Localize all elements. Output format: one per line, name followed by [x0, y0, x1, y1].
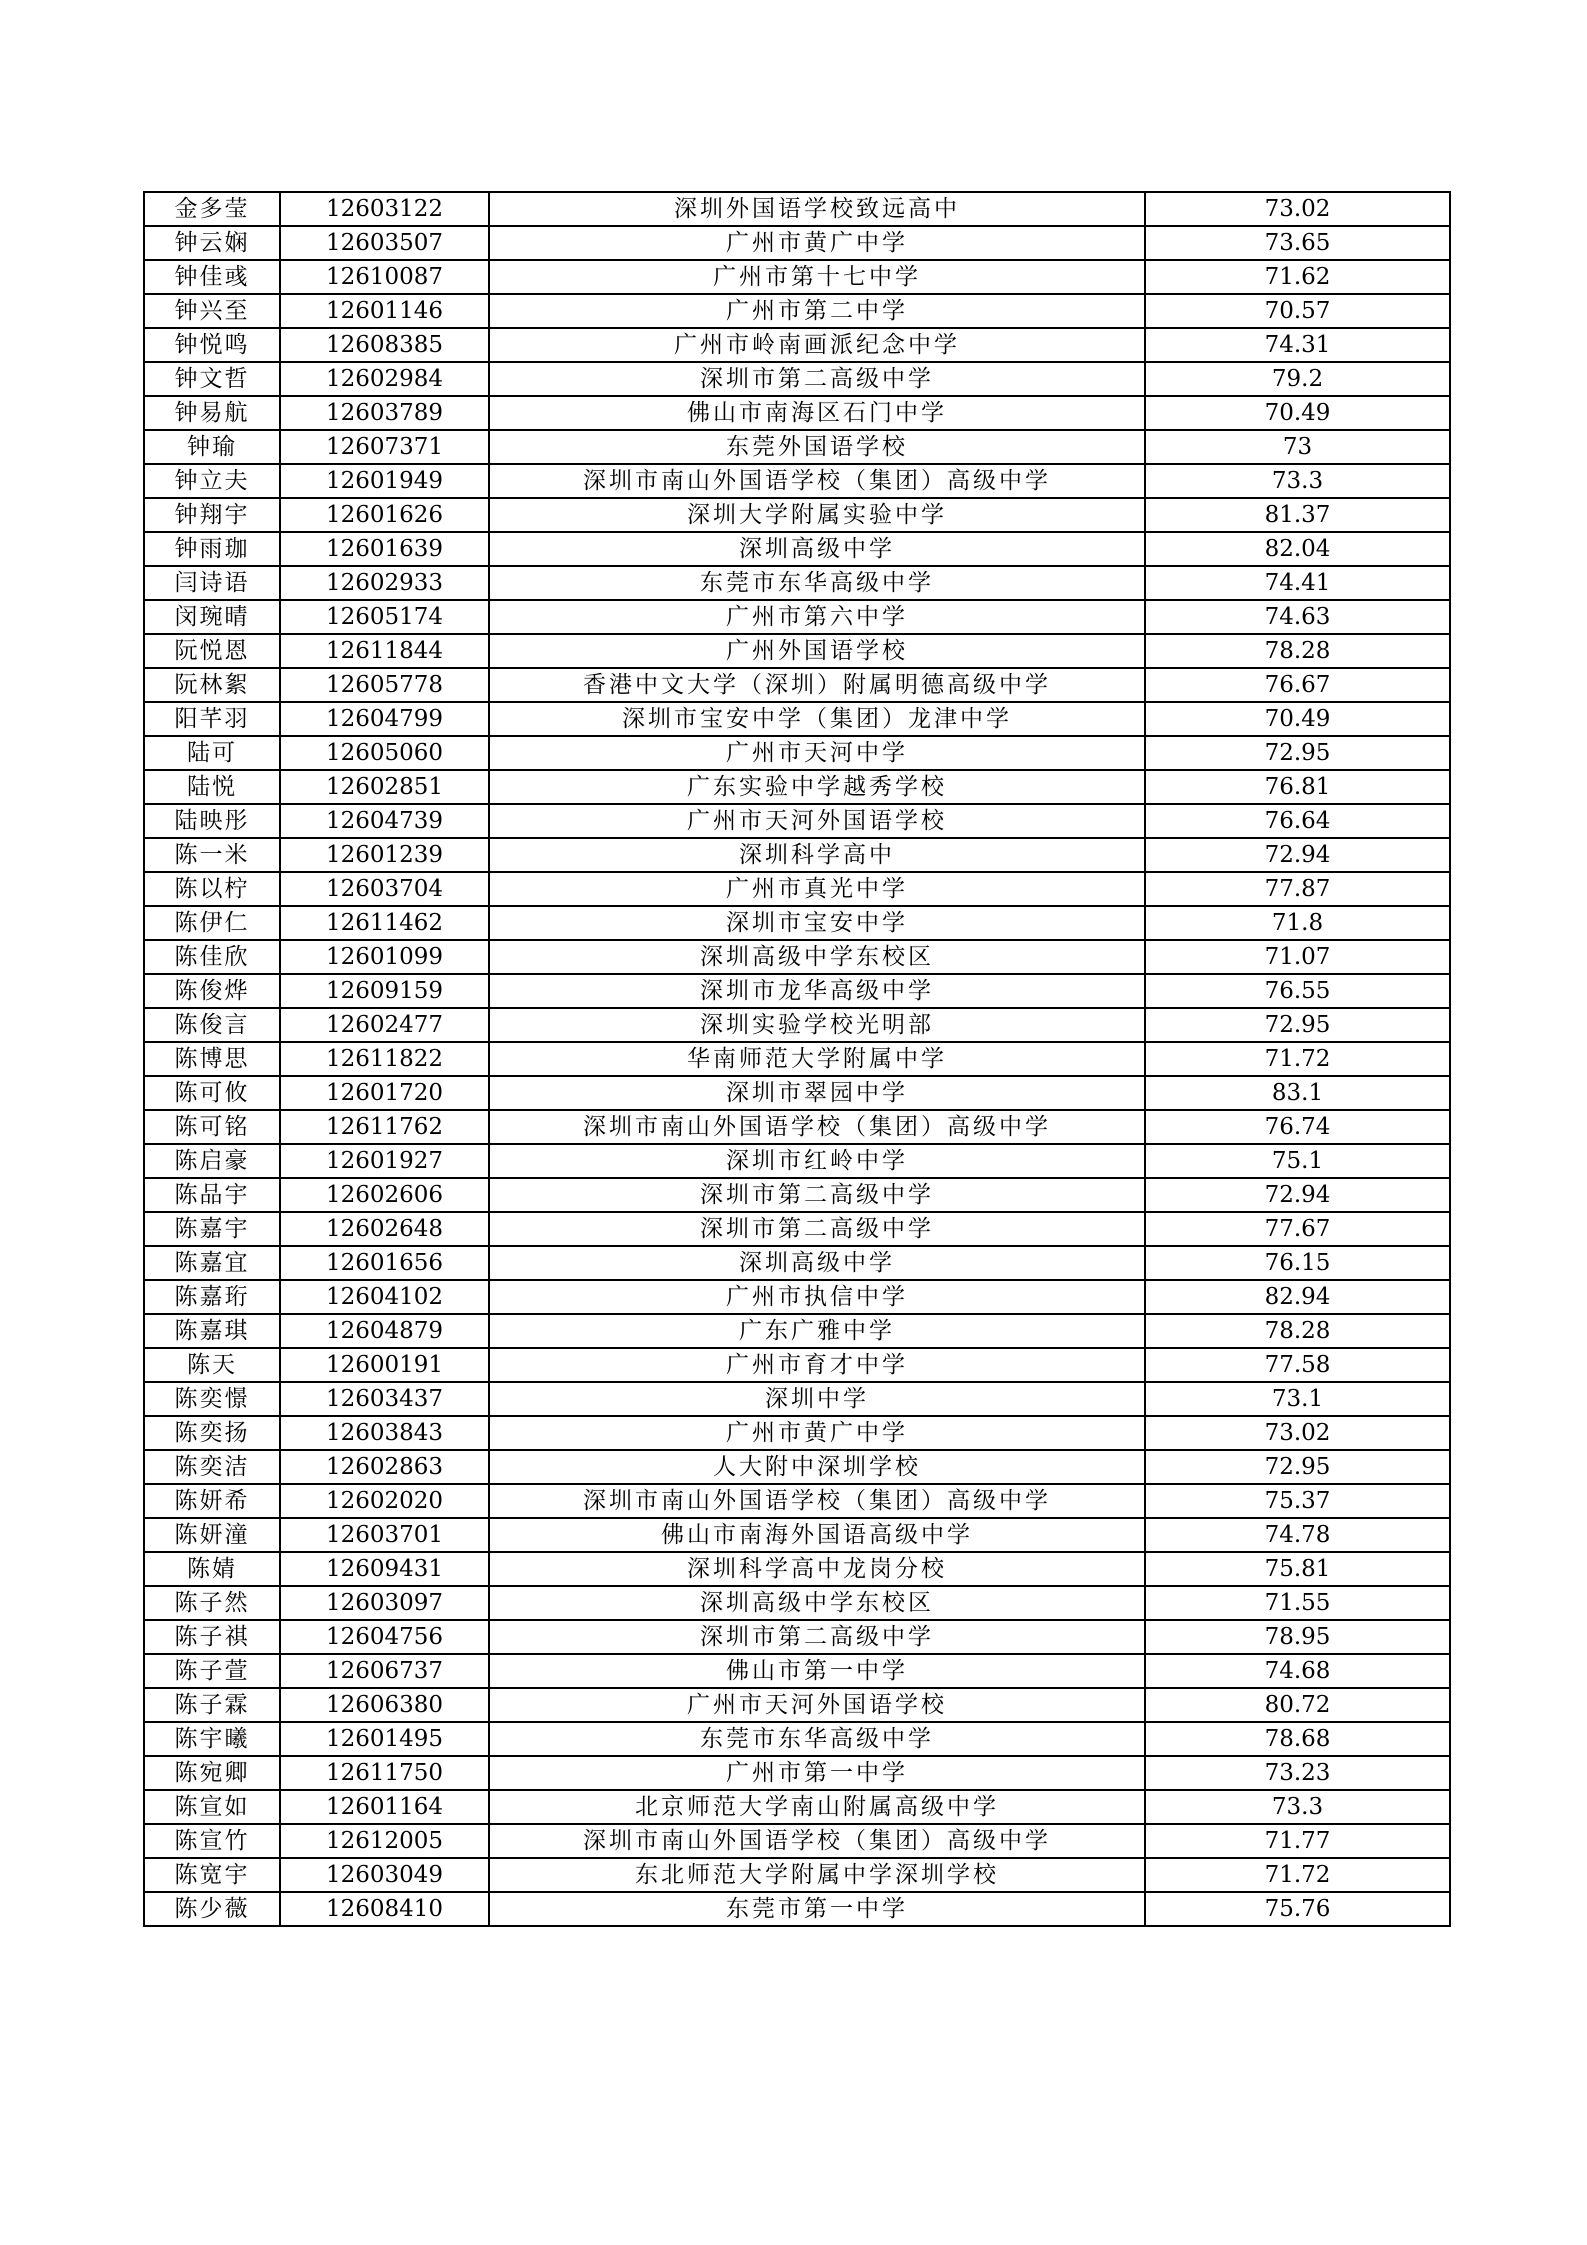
score-cell: 81.37: [1145, 498, 1450, 532]
student-name-cell: 陈嘉宇: [144, 1212, 280, 1246]
table-row: [144, 1756, 1450, 1790]
school-cell: 深圳实验学校光明部: [489, 1008, 1145, 1042]
table-row: [144, 1280, 1450, 1314]
score-cell: 71.07: [1145, 940, 1450, 974]
school-cell: 广州市黄广中学: [489, 1416, 1145, 1450]
exam-id-cell: 12604102: [280, 1280, 489, 1314]
school-cell: 深圳科学高中: [489, 838, 1145, 872]
score-cell: 73.65: [1145, 226, 1450, 260]
table-row: [144, 1586, 1450, 1620]
score-cell: 72.95: [1145, 736, 1450, 770]
school-cell: 深圳市南山外国语学校（集团）高级中学: [489, 1484, 1145, 1518]
exam-id-cell: 12600191: [280, 1348, 489, 1382]
table-row: [144, 1824, 1450, 1858]
student-name-cell: 陈妍潼: [144, 1518, 280, 1552]
school-cell: 深圳大学附属实验中学: [489, 498, 1145, 532]
school-cell: 东莞外国语学校: [489, 430, 1145, 464]
score-cell: 70.49: [1145, 702, 1450, 736]
student-name-cell: 钟兴至: [144, 294, 280, 328]
table-row: [144, 464, 1450, 498]
table-row: [144, 226, 1450, 260]
school-cell: 广州市天河中学: [489, 736, 1145, 770]
exam-id-cell: 12602477: [280, 1008, 489, 1042]
school-cell: 深圳市第二高级中学: [489, 1620, 1145, 1654]
school-cell: 深圳高级中学: [489, 1246, 1145, 1280]
exam-id-cell: 12601164: [280, 1790, 489, 1824]
school-cell: 深圳高级中学东校区: [489, 1586, 1145, 1620]
student-name-cell: 钟佳彧: [144, 260, 280, 294]
student-name-cell: 陈宣如: [144, 1790, 280, 1824]
exam-id-cell: 12604739: [280, 804, 489, 838]
table-row: [144, 1042, 1450, 1076]
student-name-cell: 钟瑜: [144, 430, 280, 464]
score-cell: 74.68: [1145, 1654, 1450, 1688]
score-cell: 76.55: [1145, 974, 1450, 1008]
score-cell: 76.81: [1145, 770, 1450, 804]
school-cell: 深圳市南山外国语学校（集团）高级中学: [489, 464, 1145, 498]
exam-id-cell: 12605778: [280, 668, 489, 702]
student-name-cell: 陈妍希: [144, 1484, 280, 1518]
school-cell: 深圳外国语学校致远高中: [489, 192, 1145, 226]
score-cell: 74.41: [1145, 566, 1450, 600]
exam-id-cell: 12608410: [280, 1892, 489, 1926]
school-cell: 深圳中学: [489, 1382, 1145, 1416]
school-cell: 东莞市东华高级中学: [489, 1722, 1145, 1756]
school-cell: 深圳市第二高级中学: [489, 1212, 1145, 1246]
school-cell: 佛山市南海外国语高级中学: [489, 1518, 1145, 1552]
student-name-cell: 陈博思: [144, 1042, 280, 1076]
table-row: [144, 328, 1450, 362]
score-cell: 74.78: [1145, 1518, 1450, 1552]
student-name-cell: 陈启豪: [144, 1144, 280, 1178]
exam-id-cell: 12601656: [280, 1246, 489, 1280]
student-name-cell: 阳芊羽: [144, 702, 280, 736]
score-cell: 72.95: [1145, 1450, 1450, 1484]
student-name-cell: 陈伊仁: [144, 906, 280, 940]
table-row: [144, 1382, 1450, 1416]
student-name-cell: 陈嘉琪: [144, 1314, 280, 1348]
school-cell: 深圳市红岭中学: [489, 1144, 1145, 1178]
score-cell: 72.95: [1145, 1008, 1450, 1042]
school-cell: 深圳科学高中龙岗分校: [489, 1552, 1145, 1586]
student-name-cell: 陈宇曦: [144, 1722, 280, 1756]
score-cell: 74.31: [1145, 328, 1450, 362]
exam-id-cell: 12608385: [280, 328, 489, 362]
score-cell: 75.37: [1145, 1484, 1450, 1518]
student-name-cell: 陈一米: [144, 838, 280, 872]
exam-id-cell: 12606737: [280, 1654, 489, 1688]
score-cell: 71.72: [1145, 1858, 1450, 1892]
table-row: [144, 192, 1450, 226]
student-name-cell: 钟立夫: [144, 464, 280, 498]
student-name-cell: 陈俊烨: [144, 974, 280, 1008]
score-cell: 73.3: [1145, 464, 1450, 498]
student-name-cell: 阮悦恩: [144, 634, 280, 668]
student-name-cell: 钟悦鸣: [144, 328, 280, 362]
student-name-cell: 陈宛卿: [144, 1756, 280, 1790]
table-row: [144, 532, 1450, 566]
table-row: [144, 1314, 1450, 1348]
exam-id-cell: 12611844: [280, 634, 489, 668]
school-cell: 广州市黄广中学: [489, 226, 1145, 260]
table-row: [144, 1110, 1450, 1144]
score-cell: 73.23: [1145, 1756, 1450, 1790]
student-name-cell: 陆悦: [144, 770, 280, 804]
table-row: [144, 396, 1450, 430]
table-row: [144, 1144, 1450, 1178]
table-row: [144, 566, 1450, 600]
school-cell: 广州市第十七中学: [489, 260, 1145, 294]
exam-id-cell: 12602648: [280, 1212, 489, 1246]
student-name-cell: 钟文哲: [144, 362, 280, 396]
school-cell: 深圳市第二高级中学: [489, 1178, 1145, 1212]
score-cell: 76.15: [1145, 1246, 1450, 1280]
student-name-cell: 金多莹: [144, 192, 280, 226]
school-cell: 深圳市龙华高级中学: [489, 974, 1145, 1008]
student-name-cell: 钟云娴: [144, 226, 280, 260]
exam-id-cell: 12602020: [280, 1484, 489, 1518]
school-cell: 深圳市宝安中学: [489, 906, 1145, 940]
exam-id-cell: 12603437: [280, 1382, 489, 1416]
student-name-cell: 闵琬晴: [144, 600, 280, 634]
score-cell: 75.76: [1145, 1892, 1450, 1926]
student-name-cell: 陆映彤: [144, 804, 280, 838]
exam-id-cell: 12603789: [280, 396, 489, 430]
exam-id-cell: 12606380: [280, 1688, 489, 1722]
table-row: [144, 1008, 1450, 1042]
exam-id-cell: 12607371: [280, 430, 489, 464]
exam-id-cell: 12603701: [280, 1518, 489, 1552]
table-row: [144, 838, 1450, 872]
school-cell: 华南师范大学附属中学: [489, 1042, 1145, 1076]
table-row: [144, 668, 1450, 702]
table-row: [144, 430, 1450, 464]
table-row: [144, 1246, 1450, 1280]
exam-id-cell: 12611462: [280, 906, 489, 940]
student-name-cell: 陈奕憬: [144, 1382, 280, 1416]
school-cell: 深圳高级中学东校区: [489, 940, 1145, 974]
score-cell: 70.57: [1145, 294, 1450, 328]
table-row: [144, 1178, 1450, 1212]
school-cell: 广东广雅中学: [489, 1314, 1145, 1348]
school-cell: 广州市天河外国语学校: [489, 1688, 1145, 1722]
table-row: [144, 974, 1450, 1008]
student-name-cell: 陈子霖: [144, 1688, 280, 1722]
score-cell: 76.64: [1145, 804, 1450, 838]
student-name-cell: 陈佳欣: [144, 940, 280, 974]
exam-id-cell: 12601720: [280, 1076, 489, 1110]
score-cell: 78.68: [1145, 1722, 1450, 1756]
table-row: [144, 634, 1450, 668]
school-cell: 广州市第六中学: [489, 600, 1145, 634]
student-name-cell: 陈子祺: [144, 1620, 280, 1654]
school-cell: 广州市育才中学: [489, 1348, 1145, 1382]
school-cell: 广州市执信中学: [489, 1280, 1145, 1314]
score-cell: 71.8: [1145, 906, 1450, 940]
exam-id-cell: 12601239: [280, 838, 489, 872]
exam-id-cell: 12603843: [280, 1416, 489, 1450]
table-row: [144, 1688, 1450, 1722]
student-name-cell: 陈奕扬: [144, 1416, 280, 1450]
student-name-cell: 陈嘉珩: [144, 1280, 280, 1314]
student-name-cell: 陈奕洁: [144, 1450, 280, 1484]
student-name-cell: 陈以柠: [144, 872, 280, 906]
score-cell: 82.94: [1145, 1280, 1450, 1314]
score-cell: 73: [1145, 430, 1450, 464]
student-name-cell: 陈可铭: [144, 1110, 280, 1144]
score-cell: 77.58: [1145, 1348, 1450, 1382]
score-cell: 76.67: [1145, 668, 1450, 702]
table-row: [144, 1450, 1450, 1484]
exam-id-cell: 12603097: [280, 1586, 489, 1620]
exam-id-cell: 12610087: [280, 260, 489, 294]
school-cell: 广州市天河外国语学校: [489, 804, 1145, 838]
school-cell: 深圳市宝安中学（集团）龙津中学: [489, 702, 1145, 736]
score-cell: 73.3: [1145, 1790, 1450, 1824]
school-cell: 广州市真光中学: [489, 872, 1145, 906]
exam-id-cell: 12603049: [280, 1858, 489, 1892]
student-name-cell: 钟易航: [144, 396, 280, 430]
student-name-cell: 钟翔宇: [144, 498, 280, 532]
table-row: [144, 1518, 1450, 1552]
school-cell: 东莞市第一中学: [489, 1892, 1145, 1926]
exam-id-cell: 12605174: [280, 600, 489, 634]
student-name-cell: 陈子萱: [144, 1654, 280, 1688]
score-cell: 70.49: [1145, 396, 1450, 430]
score-cell: 80.72: [1145, 1688, 1450, 1722]
score-cell: 73.1: [1145, 1382, 1450, 1416]
score-cell: 73.02: [1145, 1416, 1450, 1450]
exam-id-cell: 12601639: [280, 532, 489, 566]
exam-id-cell: 12602851: [280, 770, 489, 804]
table-row: [144, 940, 1450, 974]
table-row: [144, 1552, 1450, 1586]
table-row: [144, 498, 1450, 532]
table-row: [144, 1722, 1450, 1756]
table-row: [144, 1212, 1450, 1246]
table-row: [144, 770, 1450, 804]
student-name-cell: 陈嘉宜: [144, 1246, 280, 1280]
student-name-cell: 钟雨珈: [144, 532, 280, 566]
exam-id-cell: 12602863: [280, 1450, 489, 1484]
results-table: [143, 191, 1451, 1927]
exam-id-cell: 12603507: [280, 226, 489, 260]
score-cell: 79.2: [1145, 362, 1450, 396]
school-cell: 广州市岭南画派纪念中学: [489, 328, 1145, 362]
exam-id-cell: 12604799: [280, 702, 489, 736]
table-row: [144, 1858, 1450, 1892]
school-cell: 广东实验中学越秀学校: [489, 770, 1145, 804]
score-cell: 71.77: [1145, 1824, 1450, 1858]
exam-id-cell: 12612005: [280, 1824, 489, 1858]
school-cell: 深圳市南山外国语学校（集团）高级中学: [489, 1110, 1145, 1144]
results-table-body: [144, 192, 1450, 1926]
exam-id-cell: 12601495: [280, 1722, 489, 1756]
school-cell: 佛山市南海区石门中学: [489, 396, 1145, 430]
student-name-cell: 陈可攸: [144, 1076, 280, 1110]
school-cell: 广州市第一中学: [489, 1756, 1145, 1790]
student-name-cell: 闫诗语: [144, 566, 280, 600]
score-cell: 71.72: [1145, 1042, 1450, 1076]
table-row: [144, 1620, 1450, 1654]
score-cell: 71.55: [1145, 1586, 1450, 1620]
school-cell: 深圳市南山外国语学校（集团）高级中学: [489, 1824, 1145, 1858]
student-name-cell: 陈少薇: [144, 1892, 280, 1926]
school-cell: 人大附中深圳学校: [489, 1450, 1145, 1484]
table-row: [144, 1654, 1450, 1688]
table-row: [144, 260, 1450, 294]
score-cell: 78.28: [1145, 634, 1450, 668]
table-row: [144, 872, 1450, 906]
exam-id-cell: 12604756: [280, 1620, 489, 1654]
table-row: [144, 1416, 1450, 1450]
table-row: [144, 600, 1450, 634]
student-name-cell: 陈天: [144, 1348, 280, 1382]
table-row: [144, 736, 1450, 770]
exam-id-cell: 12602933: [280, 566, 489, 600]
student-name-cell: 陈俊言: [144, 1008, 280, 1042]
school-cell: 广州市第二中学: [489, 294, 1145, 328]
exam-id-cell: 12603122: [280, 192, 489, 226]
score-cell: 78.95: [1145, 1620, 1450, 1654]
score-cell: 77.67: [1145, 1212, 1450, 1246]
table-row: [144, 906, 1450, 940]
school-cell: 深圳市第二高级中学: [489, 362, 1145, 396]
score-cell: 76.74: [1145, 1110, 1450, 1144]
school-cell: 东莞市东华高级中学: [489, 566, 1145, 600]
table-row: [144, 1348, 1450, 1382]
school-cell: 东北师范大学附属中学深圳学校: [489, 1858, 1145, 1892]
school-cell: 深圳高级中学: [489, 532, 1145, 566]
table-row: [144, 294, 1450, 328]
score-cell: 75.1: [1145, 1144, 1450, 1178]
table-row: [144, 1790, 1450, 1824]
exam-id-cell: 12603704: [280, 872, 489, 906]
table-row: [144, 362, 1450, 396]
school-cell: 北京师范大学南山附属高级中学: [489, 1790, 1145, 1824]
score-cell: 72.94: [1145, 1178, 1450, 1212]
score-cell: 72.94: [1145, 838, 1450, 872]
exam-id-cell: 12602606: [280, 1178, 489, 1212]
student-name-cell: 阮林絮: [144, 668, 280, 702]
exam-id-cell: 12602984: [280, 362, 489, 396]
exam-id-cell: 12601099: [280, 940, 489, 974]
student-name-cell: 陈子然: [144, 1586, 280, 1620]
school-cell: 广州外国语学校: [489, 634, 1145, 668]
exam-id-cell: 12601146: [280, 294, 489, 328]
table-row: [144, 1484, 1450, 1518]
score-cell: 82.04: [1145, 532, 1450, 566]
table-row: [144, 804, 1450, 838]
student-name-cell: 陆可: [144, 736, 280, 770]
score-cell: 71.62: [1145, 260, 1450, 294]
score-cell: 73.02: [1145, 192, 1450, 226]
exam-id-cell: 12609159: [280, 974, 489, 1008]
exam-id-cell: 12601626: [280, 498, 489, 532]
exam-id-cell: 12611750: [280, 1756, 489, 1790]
score-cell: 74.63: [1145, 600, 1450, 634]
exam-id-cell: 12604879: [280, 1314, 489, 1348]
student-name-cell: 陈宣竹: [144, 1824, 280, 1858]
school-cell: 深圳市翠园中学: [489, 1076, 1145, 1110]
score-cell: 83.1: [1145, 1076, 1450, 1110]
exam-id-cell: 12611762: [280, 1110, 489, 1144]
table-row: [144, 1076, 1450, 1110]
school-cell: 香港中文大学（深圳）附属明德高级中学: [489, 668, 1145, 702]
exam-id-cell: 12605060: [280, 736, 489, 770]
table-row: [144, 1892, 1450, 1926]
student-name-cell: 陈宽宇: [144, 1858, 280, 1892]
school-cell: 佛山市第一中学: [489, 1654, 1145, 1688]
score-cell: 75.81: [1145, 1552, 1450, 1586]
table-row: [144, 702, 1450, 736]
score-cell: 77.87: [1145, 872, 1450, 906]
score-cell: 78.28: [1145, 1314, 1450, 1348]
exam-id-cell: 12609431: [280, 1552, 489, 1586]
student-name-cell: 陈婧: [144, 1552, 280, 1586]
exam-id-cell: 12601927: [280, 1144, 489, 1178]
student-name-cell: 陈品宇: [144, 1178, 280, 1212]
exam-id-cell: 12601949: [280, 464, 489, 498]
exam-id-cell: 12611822: [280, 1042, 489, 1076]
